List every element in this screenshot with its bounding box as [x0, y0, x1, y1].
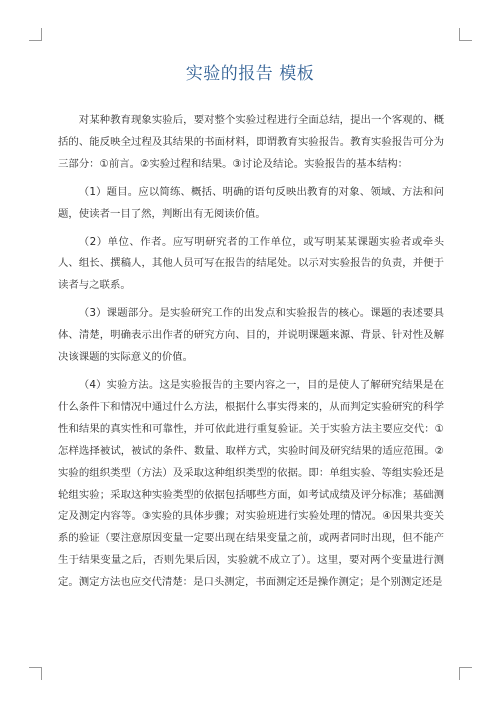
- paragraph-title-section: （1）题目。应以简练、概括、明确的语句反映出教育的对象、领域、方法和问题，使读者一目了然，判断出有无阅读价值。: [58, 185, 444, 220]
- crop-mark-top-left: [29, 28, 42, 41]
- crop-mark-top-right: [459, 28, 472, 41]
- paragraph-intro: 对某种教育现象实验后，要对整个实验过程进行全面总结，提出一个客观的、概括的、能反映全过程及其结果的书面材料，即谓教育实验报告。教育实验报告可分为三部分：①前言。②实验过程和结果。③讨论及结论。实验报告的基本结构：: [58, 114, 444, 170]
- document-body: [58, 110, 444, 600]
- paragraph-topic: （3）课题部分。是实验研究工作的出发点和实验报告的核心。课题的表述要具体、清楚，明确表示出作者的研究方向、目的，并说明课题来源、背景、针对性及解决该课题的实际意义的价值。: [58, 307, 444, 364]
- crop-mark-bottom-left: [29, 667, 42, 680]
- crop-mark-bottom-right: [459, 667, 472, 680]
- paragraph-unit-author: （2）单位、作者。应写明研究者的工作单位，或写明某某课题实验者或牵头人、组长、撰稿人，其他人员可写在报告的结尾处。以示对实验报告的负责，并便于读者与之联系。: [58, 235, 444, 292]
- document-title: 实验的报告 模板: [185, 64, 315, 84]
- paragraph-method: （4）实验方法。这是实验报告的主要内容之一，目的是使人了解研究结果是在什么条件下和情况中通过什么方法，根据什么事实得来的，从而判定实验研究的科学性和结果的真实性和可靠性，并可依此进行重复验证。关于实验方法主要应交代：①怎样选择被试，被试的条件、数量、取样方式，实验时间及研究结果的适应范围。②实验的组织类型（方法）及采取这种组织类型的依据。即：单组实验、等组实验还是轮组实验；采取这种实验类型的依据包括哪些方面，如考试成绩及评分标准；基础测定及测定内容等。③实验的具体步骤；对实验班进行实验处理的情况。④因果共变关系的验证（要注意原因变量一定要出现在结果变量之前，或两者同时出现，但不能产生于结果变量之后，否则先果后因，实验就不成立了）。这里，要对两个变量进行测定。测定方法也应交代清楚：是口头测定，书面测定还是操作测定；是个别测定还是: [58, 378, 444, 589]
